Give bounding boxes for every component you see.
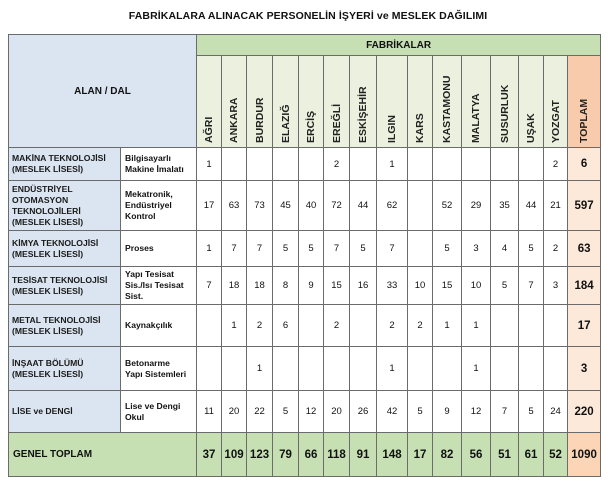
value-cell: [544, 305, 568, 347]
value-cell: 1: [433, 305, 462, 347]
alan-cell: [9, 267, 121, 305]
value-cell: 1: [247, 347, 273, 391]
value-cell: 5: [350, 231, 377, 267]
grand-total-value: 37: [197, 433, 222, 477]
alan-line: (MESLEK LİSESİ): [12, 164, 84, 174]
value-cell: [519, 148, 544, 181]
value-cell: 62: [377, 181, 408, 231]
value-cell: 1: [377, 347, 408, 391]
dal-line: Sis./Isı Tesisat: [125, 280, 184, 290]
value-cell: [433, 148, 462, 181]
value-cell: 33: [377, 267, 408, 305]
table-row: [9, 391, 601, 433]
value-cell: [350, 148, 377, 181]
factory-header: [197, 56, 222, 148]
alan-line: TESİSAT TEKNOLOJİSİ: [12, 274, 108, 285]
value-cell: 5: [299, 231, 324, 267]
table-row: [9, 305, 601, 347]
personnel-distribution-table: [8, 34, 601, 477]
factory-header: [408, 56, 433, 148]
factory-header: [324, 56, 350, 148]
value-cell: 52: [433, 181, 462, 231]
value-cell: 10: [408, 267, 433, 305]
value-cell: 24: [544, 391, 568, 433]
factory-name: ELAZIĞ: [279, 104, 292, 143]
factory-header: [222, 56, 247, 148]
value-cell: 63: [222, 181, 247, 231]
alan-cell: [9, 231, 121, 267]
value-cell: 7: [324, 231, 350, 267]
value-cell: 7: [491, 391, 519, 433]
table-row: [9, 267, 601, 305]
value-cell: [273, 347, 299, 391]
grand-total-row: [9, 433, 601, 477]
dal-cell: [121, 231, 197, 267]
factory-name: KASTAMONU: [441, 75, 454, 143]
toplam-label: TOPLAM: [578, 98, 591, 143]
value-cell: [408, 181, 433, 231]
factory-name: SUSURLUK: [498, 84, 511, 143]
value-cell: 72: [324, 181, 350, 231]
factory-name: KARS: [414, 113, 427, 143]
value-cell: [462, 148, 491, 181]
factory-name: ESKİŞEHİR: [357, 86, 370, 143]
factory-name: MALATYA: [470, 93, 483, 143]
grand-total-value: 17: [408, 433, 433, 477]
alan-line: OTOMASYON: [12, 194, 69, 205]
value-cell: [299, 305, 324, 347]
value-cell: 5: [433, 231, 462, 267]
value-cell: 17: [197, 181, 222, 231]
value-cell: 4: [491, 231, 519, 267]
dal-line: Yapı Tesisat: [125, 269, 175, 279]
value-cell: [544, 347, 568, 391]
value-cell: [408, 231, 433, 267]
value-cell: 16: [350, 267, 377, 305]
value-cell: 29: [462, 181, 491, 231]
factory-header: [519, 56, 544, 148]
alan-line: LİSE ve DENGİ: [12, 406, 73, 416]
value-cell: 26: [350, 391, 377, 433]
factory-header: [350, 56, 377, 148]
value-cell: 45: [273, 181, 299, 231]
row-total-cell: 6: [568, 148, 601, 181]
value-cell: [247, 148, 273, 181]
value-cell: 20: [324, 391, 350, 433]
grand-total-value: 82: [433, 433, 462, 477]
value-cell: [350, 305, 377, 347]
dal-line: Yapı Sistemleri: [125, 368, 187, 379]
dal-line: Bilgisayarlı: [125, 153, 171, 163]
dal-line: Proses: [125, 243, 154, 253]
value-cell: 15: [324, 267, 350, 305]
dal-line: Lise ve Dengi: [125, 400, 181, 411]
dal-line: Betonarme: [125, 357, 170, 368]
table-row: [9, 148, 601, 181]
value-cell: [299, 148, 324, 181]
value-cell: 5: [491, 267, 519, 305]
alan-cell: [9, 181, 121, 231]
factory-name: UŞAK: [525, 113, 538, 143]
row-total-cell: 220: [568, 391, 601, 433]
factory-name: YOZGAT: [549, 100, 562, 143]
value-cell: [197, 347, 222, 391]
value-cell: 1: [377, 148, 408, 181]
factory-header: [491, 56, 519, 148]
value-cell: 8: [273, 267, 299, 305]
factory-name: ERCİŞ: [305, 110, 318, 143]
factory-name: BURDUR: [253, 97, 266, 143]
row-total-cell: 184: [568, 267, 601, 305]
value-cell: 44: [519, 181, 544, 231]
value-cell: 11: [197, 391, 222, 433]
alan-line: TEKNOLOJİLERİ: [12, 205, 81, 216]
grand-total-value: 118: [324, 433, 350, 477]
row-total-cell: 63: [568, 231, 601, 267]
value-cell: 2: [324, 148, 350, 181]
value-cell: 7: [247, 231, 273, 267]
alan-cell: [9, 347, 121, 391]
value-cell: [299, 347, 324, 391]
alan-line: (MESLEK LİSESİ): [12, 325, 84, 336]
value-cell: 42: [377, 391, 408, 433]
alan-line: (MESLEK LİSESİ): [12, 216, 84, 227]
value-cell: 9: [433, 391, 462, 433]
value-cell: 5: [519, 231, 544, 267]
value-cell: 73: [247, 181, 273, 231]
value-cell: 9: [299, 267, 324, 305]
row-total-cell: 3: [568, 347, 601, 391]
value-cell: 5: [519, 391, 544, 433]
value-cell: [408, 148, 433, 181]
value-cell: [324, 347, 350, 391]
row-total-cell: 597: [568, 181, 601, 231]
value-cell: [491, 347, 519, 391]
value-cell: 5: [273, 231, 299, 267]
value-cell: 1: [462, 347, 491, 391]
value-cell: [433, 347, 462, 391]
value-cell: 2: [247, 305, 273, 347]
value-cell: 1: [197, 231, 222, 267]
grand-total-value: 56: [462, 433, 491, 477]
value-cell: [273, 148, 299, 181]
fabrikalar-header: FABRİKALAR: [197, 35, 601, 56]
value-cell: 2: [324, 305, 350, 347]
alan-line: ENDÜSTRİYEL: [12, 183, 73, 194]
table-row: [9, 181, 601, 231]
dal-cell: [121, 267, 197, 305]
value-cell: 1: [222, 305, 247, 347]
dal-line: Kaynakçılık: [125, 320, 173, 330]
grand-total-value: 66: [299, 433, 324, 477]
value-cell: [408, 347, 433, 391]
dal-line: Endüstriyel: [125, 200, 172, 210]
value-cell: 3: [462, 231, 491, 267]
dal-line: Mekatronik,: [125, 189, 173, 199]
alan-line: (MESLEK LİSESİ): [12, 368, 84, 379]
value-cell: 7: [222, 231, 247, 267]
alan-cell: [9, 148, 121, 181]
dal-cell: [121, 181, 197, 231]
value-cell: [491, 305, 519, 347]
grand-total-value: 109: [222, 433, 247, 477]
grand-total-label: GENEL TOPLAM: [9, 433, 197, 477]
table-row: [9, 347, 601, 391]
value-cell: 15: [433, 267, 462, 305]
dal-cell: [121, 148, 197, 181]
value-cell: 7: [519, 267, 544, 305]
factory-header: [377, 56, 408, 148]
dal-line: Kontrol: [125, 211, 156, 221]
grand-total-value: 123: [247, 433, 273, 477]
factory-header: [247, 56, 273, 148]
alan-cell: [9, 305, 121, 347]
dal-line: Sist.: [125, 291, 144, 301]
value-cell: 10: [462, 267, 491, 305]
value-cell: 7: [197, 267, 222, 305]
dal-line: Makine İmalatı: [125, 164, 184, 174]
factory-name: ANKARA: [228, 97, 241, 143]
alan-line: (MESLEK LİSESİ): [12, 248, 84, 259]
value-cell: 5: [273, 391, 299, 433]
grand-total-sum: 1090: [568, 433, 601, 477]
value-cell: 22: [247, 391, 273, 433]
value-cell: 7: [377, 231, 408, 267]
value-cell: 2: [544, 231, 568, 267]
alan-line: (MESLEK LİSESİ): [12, 285, 84, 296]
value-cell: [519, 305, 544, 347]
value-cell: 12: [299, 391, 324, 433]
value-cell: 12: [462, 391, 491, 433]
value-cell: [197, 305, 222, 347]
table-row: [9, 231, 601, 267]
value-cell: [519, 347, 544, 391]
alan-line: KİMYA TEKNOLOJİSİ: [12, 237, 99, 248]
dal-cell: [121, 305, 197, 347]
value-cell: 20: [222, 391, 247, 433]
value-cell: 40: [299, 181, 324, 231]
toplam-header: [568, 56, 601, 148]
alan-dal-header: ALAN / DAL: [9, 35, 197, 148]
factory-header: [299, 56, 324, 148]
grand-total-value: 148: [377, 433, 408, 477]
value-cell: 6: [273, 305, 299, 347]
value-cell: [222, 347, 247, 391]
factory-header: [273, 56, 299, 148]
value-cell: [491, 148, 519, 181]
alan-line: MAKİNA TEKNOLOJİSİ: [12, 153, 106, 163]
factory-name: ILGIN: [386, 115, 399, 143]
dal-cell: [121, 391, 197, 433]
value-cell: 18: [247, 267, 273, 305]
value-cell: [350, 347, 377, 391]
value-cell: 1: [197, 148, 222, 181]
grand-total-value: 61: [519, 433, 544, 477]
factory-name: EREĞLİ: [330, 103, 343, 143]
grand-total-value: 52: [544, 433, 568, 477]
factory-name: AĞRI: [203, 116, 216, 143]
value-cell: 2: [377, 305, 408, 347]
value-cell: 21: [544, 181, 568, 231]
value-cell: 44: [350, 181, 377, 231]
alan-line: İNŞAAT BÖLÜMÜ: [12, 357, 84, 368]
value-cell: [222, 148, 247, 181]
factory-header: [544, 56, 568, 148]
row-total-cell: 17: [568, 305, 601, 347]
grand-total-value: 51: [491, 433, 519, 477]
dal-line: Okul: [125, 411, 145, 422]
grand-total-value: 79: [273, 433, 299, 477]
value-cell: 2: [544, 148, 568, 181]
factory-header: [433, 56, 462, 148]
value-cell: 3: [544, 267, 568, 305]
value-cell: 2: [408, 305, 433, 347]
value-cell: 1: [462, 305, 491, 347]
factory-header: [462, 56, 491, 148]
document-title: FABRİKALARA ALINACAK PERSONELİN İŞYERİ ve MESLEK DAĞILIMI: [128, 10, 488, 22]
value-cell: 5: [408, 391, 433, 433]
grand-total-value: 91: [350, 433, 377, 477]
value-cell: 35: [491, 181, 519, 231]
alan-line: METAL TEKNOLOJİSİ: [12, 314, 101, 325]
dal-cell: [121, 347, 197, 391]
value-cell: 18: [222, 267, 247, 305]
alan-cell: [9, 391, 121, 433]
